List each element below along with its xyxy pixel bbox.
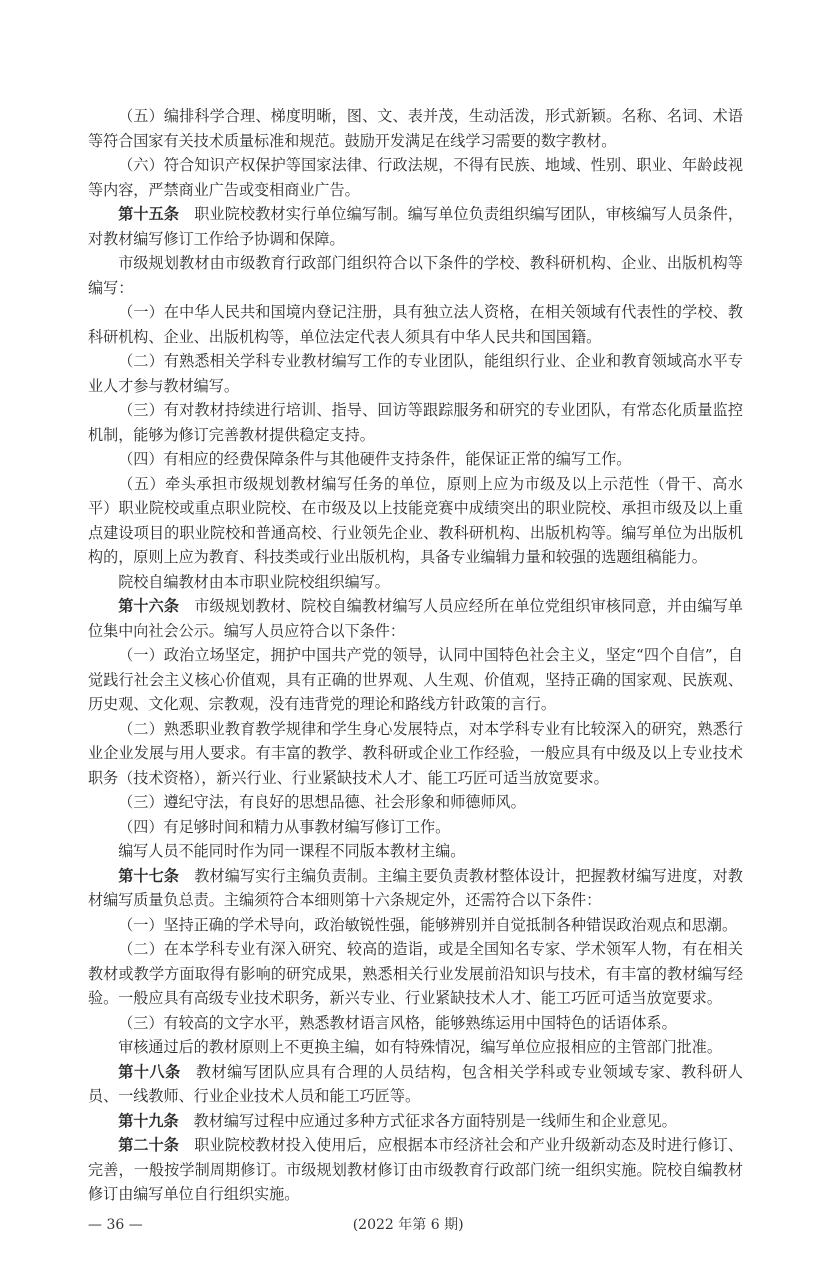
article-paragraph xyxy=(88,1109,743,1134)
article-heading: 第十五条 xyxy=(118,205,180,223)
article-heading: 第十七条 xyxy=(118,866,180,885)
paragraph-text: 教材编写过程中应通过多种方式征求各方面特别是一线师生和企业意见。 xyxy=(193,1111,677,1130)
paragraph xyxy=(88,1011,743,1036)
paragraph xyxy=(88,104,743,153)
paragraph xyxy=(88,815,743,840)
paragraph-text: （四）有相应的经费保障条件与其他硬件支持条件，能保证正常的编写工作。 xyxy=(118,450,632,468)
document-body xyxy=(88,104,743,1207)
paragraph-text: （一）在中华人民共和国境内登记注册，具有独立法人资格，在相关领域有代表性的学校、教科研机构、企业、出版机构等，单位法定代表人须具有中华人民共和国国籍。 xyxy=(88,303,743,346)
paragraph-text: 教材编写实行主编负责制。主编主要负责教材整体设计，把握教材编写进度，对教材编写质量负总责。主编须符合本细则第十六条规定外，还需符合以下条件： xyxy=(88,866,743,909)
paragraph xyxy=(88,937,743,1011)
paragraph xyxy=(88,398,743,447)
page-footer xyxy=(88,1215,743,1235)
article-paragraph xyxy=(88,594,743,643)
paragraph xyxy=(88,913,743,938)
paragraph-text: （一）坚持正确的学术导向，政治敏锐性强，能够辨别并自觉抵制各种错误政治观点和思潮。 xyxy=(118,915,738,934)
paragraph-text: 院校自编教材由本市职业院校组织编写。 xyxy=(118,572,390,591)
paragraph xyxy=(88,1035,743,1060)
paragraph-text: （四）有足够时间和精力从事教材编写修订工作。 xyxy=(118,817,451,836)
issue-label: (2022 年第 6 期) xyxy=(352,1216,464,1233)
article-heading: 第十六条 xyxy=(118,597,180,615)
paragraph-text: （一）政治立场坚定，拥护中国共产党的领导，认同中国特色社会主义，坚定“四个自信”，自觉践行社会主义核心价值观，具有正确的世界观、人生观、价值观，坚持正确的国家观、民族观、历史观、文化观、宗教观，没有违背党的理论和路线方针政策的言行。 xyxy=(88,646,743,713)
article-paragraph xyxy=(88,202,743,251)
paragraph xyxy=(88,447,743,472)
paragraph-text: （六）符合知识产权保护等国家法律、行政法规，不得有民族、地域、性别、职业、年龄歧视等内容，严禁商业广告或变相商业广告。 xyxy=(88,156,743,199)
paragraph-text: 审核通过后的教材原则上不更换主编，如有特殊情况，编写单位应报相应的主管部门批准。 xyxy=(118,1038,722,1056)
paragraph-text: 市级规划教材由市级教育行政部门组织符合以下条件的学校、教科研机构、企业、出版机构等编写： xyxy=(88,254,743,297)
paragraph-text: （二）熟悉职业教育教学规律和学生身心发展特点，对本学科专业有比较深入的研究，熟悉行业企业发展与用人要求。有丰富的教学、教科研或企业工作经验，一般应具有中级及以上专业技术职务（技术资格），新兴行业、行业紧缺技术人才、能工巧匠可适当放宽要求。 xyxy=(88,719,743,787)
paragraph xyxy=(88,472,743,570)
paragraph-text: 教材编写团队应具有合理的人员结构，包含相关学科或专业领域专家、教科研人员、一线教师、行业企业技术人员和能工巧匠等。 xyxy=(88,1062,743,1105)
paragraph xyxy=(88,790,743,815)
paragraph xyxy=(88,643,743,717)
paragraph xyxy=(88,717,743,791)
paragraph xyxy=(88,349,743,398)
paragraph xyxy=(88,153,743,202)
page-number: — 36 — xyxy=(88,1216,143,1233)
paragraph xyxy=(88,251,743,300)
paragraph-text: （二）有熟悉相关学科专业教材编写工作的专业团队，能组织行业、企业和教育领域高水平专业人才参与教材编写。 xyxy=(88,352,743,395)
paragraph-text: 职业院校教材实行单位编写制。编写单位负责组织编写团队，审核编写人员条件，对教材编写修订工作给予协调和保障。 xyxy=(88,205,743,248)
paragraph-text: （二）在本学科专业有深入研究、较高的造诣，或是全国知名专家、学术领军人物，有在相关教材或教学方面取得有影响的研究成果，熟悉相关行业发展前沿知识与技术，有丰富的教材编写经验。一般应具有高级专业技术职务，新兴专业、行业紧缺技术人才、能工巧匠可适当放宽要求。 xyxy=(88,940,743,1007)
paragraph-text: 市级规划教材、院校自编教材编写人员应经所在单位党组织审核同意，并由编写单位集中向社会公示。编写人员应符合以下条件： xyxy=(88,597,743,640)
paragraph xyxy=(88,839,743,864)
paragraph-text: （五）编排科学合理、梯度明晰，图、文、表并茂，生动活泼，形式新颖。名称、名词、术语等符合国家有关技术质量标准和规范。鼓励开发满足在线学习需要的数字教材。 xyxy=(88,107,743,150)
paragraph-text: （三）遵纪守法，有良好的思想品德、社会形象和师德师风。 xyxy=(118,793,526,811)
article-heading: 第十八条 xyxy=(118,1062,181,1081)
article-heading: 第二十条 xyxy=(118,1136,180,1154)
paragraph xyxy=(88,300,743,349)
article-paragraph xyxy=(88,864,743,913)
article-heading: 第十九条 xyxy=(118,1111,179,1130)
paragraph-text: 编写人员不能同时作为同一课程不同版本教材主编。 xyxy=(118,842,466,860)
paragraph-text: （三）有对教材持续进行培训、指导、回访等跟踪服务和研究的专业团队，有常态化质量监控机制，能够为修订完善教材提供稳定支持。 xyxy=(88,401,743,444)
paragraph-text: 职业院校教材投入使用后，应根据本市经济社会和产业升级新动态及时进行修订、完善，一般按学制周期修订。市级规划教材修订由市级教育行政部门统一组织实施。院校自编教材修订由编写单位自行组织实施。 xyxy=(88,1136,743,1203)
paragraph-text: （五）牵头承担市级规划教材编写任务的单位，原则上应为市级及以上示范性（骨干、高水平）职业院校或重点职业院校、在市级及以上技能竞赛中成绩突出的职业院校、承担市级及以上重点建设项目的职业院校和普通高校、行业领先企业、教科研机构、出版机构等。编写单位为出版机构的，原则上应为教育、科技类或行业出版机构，具备专业编辑力量和较强的选题组稿能力。 xyxy=(88,474,743,566)
paragraph-text: （三）有较高的文字水平，熟悉教材语言风格，能够熟练运用中国特色的话语体系。 xyxy=(118,1013,677,1032)
article-paragraph xyxy=(88,1060,743,1109)
paragraph xyxy=(88,570,743,595)
